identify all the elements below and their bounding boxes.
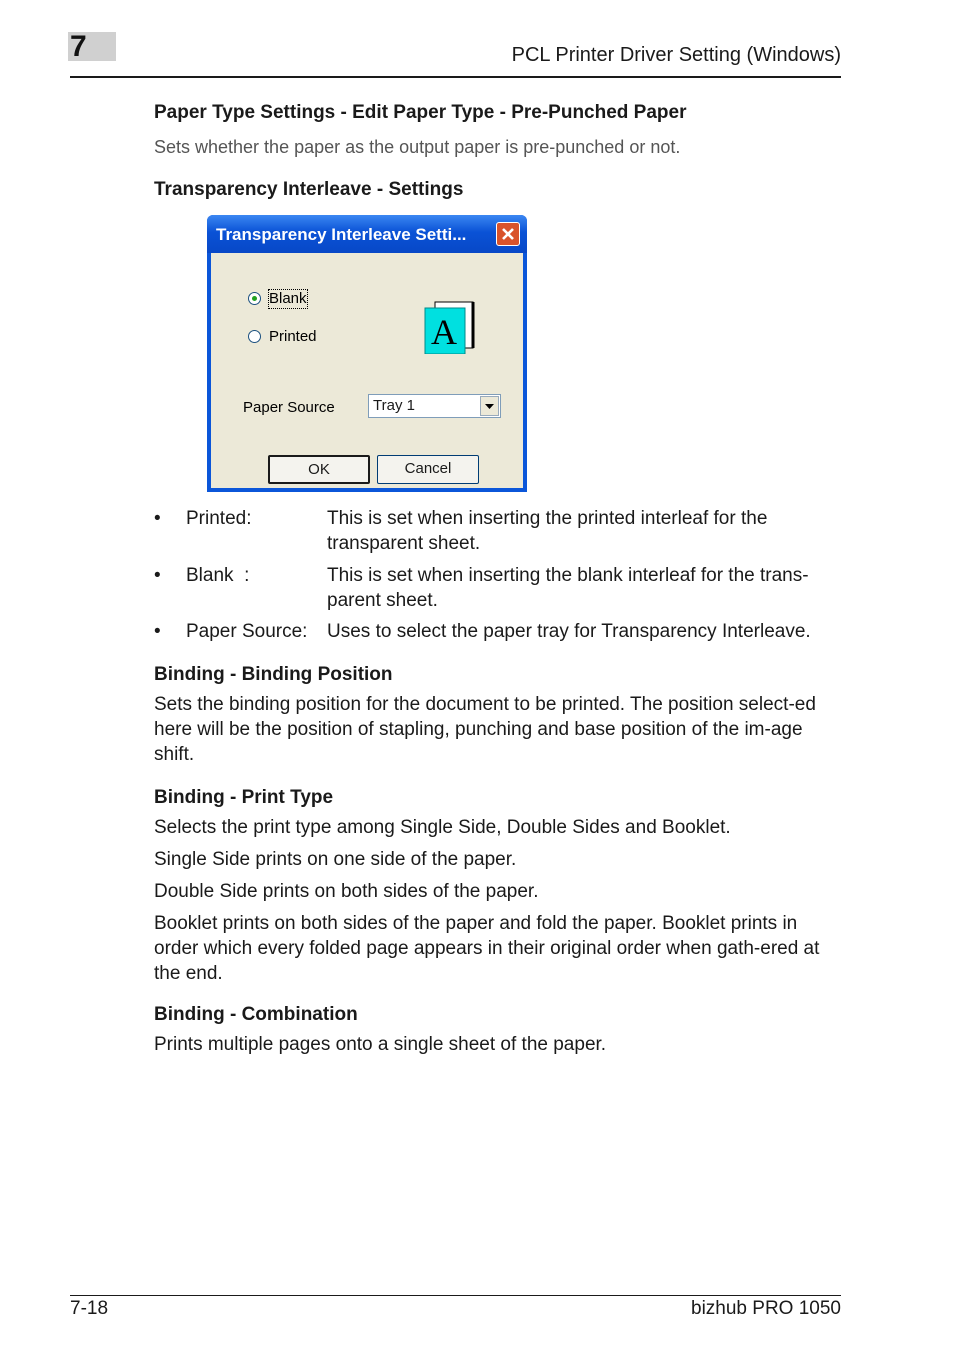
page-number: 7-18: [70, 1298, 109, 1319]
section-print-type: [154, 786, 842, 986]
description-line: This is set when inserting the printed interleaf for the: [327, 508, 768, 529]
cancel-button[interactable]: Cancel: [377, 455, 479, 484]
dialog-client-area: [211, 253, 523, 488]
list-item: [154, 563, 844, 613]
list-description: [327, 619, 844, 644]
section-body: Sets the binding position for the document to be printed. The position select-ed here will be the position of stapling, punching and base position of the im-age shift.: [154, 694, 816, 765]
transparency-interleave-dialog: [207, 215, 527, 492]
section-transparency: [154, 178, 842, 202]
section-binding-position: [154, 663, 842, 767]
section-body: Sets whether the paper as the output paper is pre-punched or not.: [154, 137, 681, 157]
section-heading: Binding - Binding Position: [154, 664, 393, 685]
preview-letter: A: [431, 312, 457, 352]
chevron-down-icon: [481, 397, 498, 415]
radio-blank[interactable]: [248, 292, 261, 305]
list-description: [327, 506, 844, 556]
list-item: [154, 619, 844, 644]
description-line: Uses to select the paper tray for Transparency Interleave.: [327, 621, 811, 642]
paragraph: Selects the print type among Single Side, Double Sides and Booklet.: [154, 817, 731, 838]
dialog-title-bar[interactable]: [207, 215, 527, 253]
footer-rule: [70, 1295, 841, 1296]
list-description: [327, 563, 844, 613]
list-term: Printed:: [186, 508, 252, 529]
paper-source-select[interactable]: [368, 394, 501, 418]
option-description-list: [154, 506, 844, 644]
bullet-mark: •: [154, 621, 161, 642]
chapter-number: 7: [70, 30, 87, 63]
list-item: [154, 506, 844, 556]
paragraph: Double Side prints on both sides of the paper.: [154, 881, 539, 902]
paper-source-label: Paper Source: [243, 399, 335, 416]
radio-printed-label[interactable]: Printed: [269, 328, 317, 345]
list-term: Blank :: [186, 565, 250, 586]
paragraph: Booklet prints on both sides of the paper and fold the paper. Booklet prints in order which every folded page appears in their original order when gath-ered at the end.: [154, 913, 820, 984]
radio-selected-dot: [252, 296, 257, 301]
close-button[interactable]: [496, 222, 520, 246]
product-name: bizhub PRO 1050: [691, 1298, 841, 1319]
section-heading: Transparency Interleave - Settings: [154, 179, 464, 200]
bullet-mark: •: [154, 508, 161, 529]
description-line: parent sheet.: [327, 590, 438, 611]
header-rule: [70, 76, 841, 78]
dialog-title: Transparency Interleave Setti...: [216, 225, 467, 244]
list-term: Paper Source:: [186, 621, 308, 642]
dropdown-button[interactable]: [480, 396, 499, 416]
section-heading: Binding - Combination: [154, 1004, 358, 1025]
description-line: This is set when inserting the blank interleaf for the trans-: [327, 565, 809, 586]
page-preview-icon: [423, 298, 475, 354]
section-paper-type: [154, 101, 842, 160]
description-line: transparent sheet.: [327, 533, 481, 554]
section-body: Prints multiple pages onto a single sheet of the paper.: [154, 1034, 607, 1055]
bullet-mark: •: [154, 565, 161, 586]
section-heading: Binding - Print Type: [154, 787, 334, 808]
close-icon: [497, 223, 519, 245]
running-header-title: PCL Printer Driver Setting (Windows): [511, 44, 841, 66]
section-combination: [154, 1003, 842, 1057]
paragraph: Single Side prints on one side of the paper.: [154, 849, 517, 870]
ok-button[interactable]: OK: [268, 455, 370, 484]
section-heading: Paper Type Settings - Edit Paper Type - Pre-Punched Paper: [154, 102, 687, 123]
radio-blank-label[interactable]: Blank: [269, 290, 307, 307]
paper-source-value: Tray 1: [373, 397, 415, 414]
radio-printed[interactable]: [248, 330, 261, 343]
